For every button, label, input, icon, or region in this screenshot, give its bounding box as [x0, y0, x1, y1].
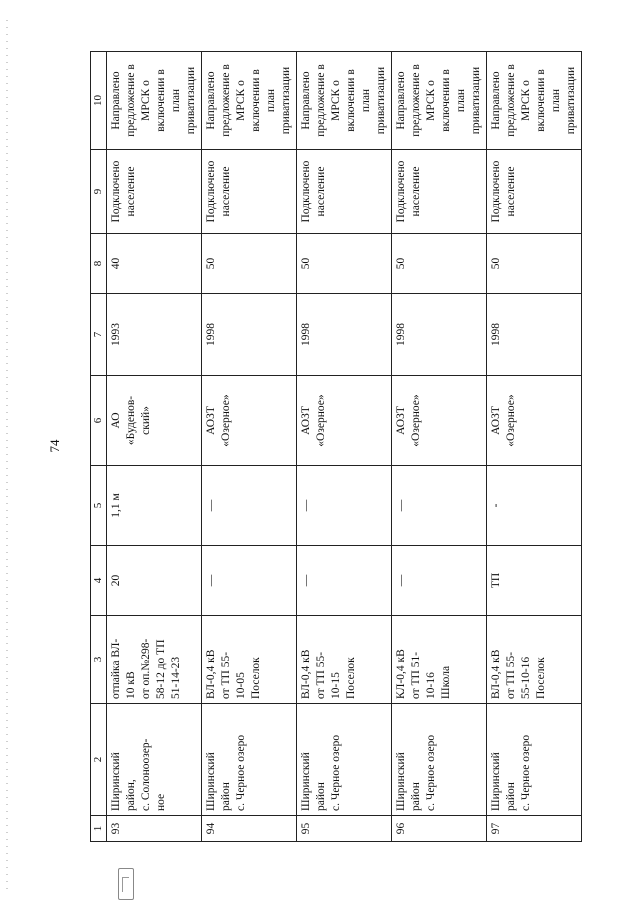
column-header: 3	[91, 616, 107, 704]
consumers-cell: Подключено население	[107, 150, 202, 234]
col8-cell: 50	[487, 234, 582, 294]
owner-cell: АОЗТ «Озерное»	[297, 376, 392, 466]
col4-cell: 20	[107, 546, 202, 616]
year-cell: 1998	[202, 294, 297, 376]
column-header: 1	[91, 816, 107, 842]
location-cell: Ширинский район с. Черное озеро	[202, 704, 297, 816]
year-cell: 1998	[487, 294, 582, 376]
column-header: 10	[91, 52, 107, 150]
status-cell: Направлено предложение в МРСК о включении в план приватизации	[202, 52, 297, 150]
margin-stamp-icon	[118, 868, 134, 900]
consumers-cell: Подключено население	[487, 150, 582, 234]
year-cell: 1993	[107, 294, 202, 376]
consumers-cell: Подключено население	[392, 150, 487, 234]
infrastructure-table	[90, 51, 582, 842]
status-cell: Направлено предложение в МРСК о включении в план приватизации	[107, 52, 202, 150]
table-row	[392, 52, 487, 842]
row-number: 97	[487, 816, 582, 842]
year-cell: 1998	[297, 294, 392, 376]
col4-cell: —	[297, 546, 392, 616]
scan-edge-dots	[6, 20, 8, 890]
col4-cell: —	[202, 546, 297, 616]
object-cell: КЛ-0,4 кВ от ТП 51- 10-16 Школа	[392, 616, 487, 704]
col8-cell: 40	[107, 234, 202, 294]
col8-cell: 50	[202, 234, 297, 294]
col5-cell: 1,1 м	[107, 466, 202, 546]
col5-cell: —	[202, 466, 297, 546]
object-cell: ВЛ-0,4 кВ от ТП 55- 10-15 Поселок	[297, 616, 392, 704]
object-cell: ВЛ-0,4 кВ от ТП 55- 10-05 Поселок	[202, 616, 297, 704]
page-number: 74	[47, 439, 62, 453]
col8-cell: 50	[297, 234, 392, 294]
col5-cell: —	[392, 466, 487, 546]
column-header: 4	[91, 546, 107, 616]
column-number-header-row	[91, 52, 107, 842]
year-cell: 1998	[392, 294, 487, 376]
location-cell: Ширинский район с. Черное озеро	[392, 704, 487, 816]
consumers-cell: Подключено население	[297, 150, 392, 234]
table-row	[202, 52, 297, 842]
column-header: 6	[91, 376, 107, 466]
column-header: 5	[91, 466, 107, 546]
owner-cell: АО «Буденов- ский»	[107, 376, 202, 466]
column-header: 2	[91, 704, 107, 816]
row-number: 93	[107, 816, 202, 842]
column-header: 7	[91, 294, 107, 376]
table-row	[487, 52, 582, 842]
row-number: 94	[202, 816, 297, 842]
row-number: 95	[297, 816, 392, 842]
row-number: 96	[392, 816, 487, 842]
col8-cell: 50	[392, 234, 487, 294]
column-header: 8	[91, 234, 107, 294]
table-row	[297, 52, 392, 842]
col5-cell: -	[487, 466, 582, 546]
owner-cell: АОЗТ «Озерное»	[487, 376, 582, 466]
object-cell: ВЛ-0,4 кВ от ТП 55- 55-10-16 Поселок	[487, 616, 582, 704]
status-cell: Направлено предложение в МРСК о включении в план приватизации	[487, 52, 582, 150]
owner-cell: АОЗТ «Озерное»	[392, 376, 487, 466]
column-header: 9	[91, 150, 107, 234]
status-cell: Направлено предложение в МРСК о включении в план приватизации	[392, 52, 487, 150]
rotated-page-content	[90, 52, 577, 842]
consumers-cell: Подключено население	[202, 150, 297, 234]
col4-cell: —	[392, 546, 487, 616]
location-cell: Ширинский район с. Черное озеро	[487, 704, 582, 816]
status-cell: Направлено предложение в МРСК о включении в план приватизации	[297, 52, 392, 150]
owner-cell: АОЗТ «Озерное»	[202, 376, 297, 466]
object-cell: отпайка ВЛ- 10 кВ от оп.№298- 58-12 до ТП 51-14-23	[107, 616, 202, 704]
col4-cell: ТП	[487, 546, 582, 616]
table-row	[107, 52, 202, 842]
col5-cell: —	[297, 466, 392, 546]
location-cell: Ширинский район с. Черное озеро	[297, 704, 392, 816]
location-cell: Ширинский район, с. Солоноозер- ное	[107, 704, 202, 816]
